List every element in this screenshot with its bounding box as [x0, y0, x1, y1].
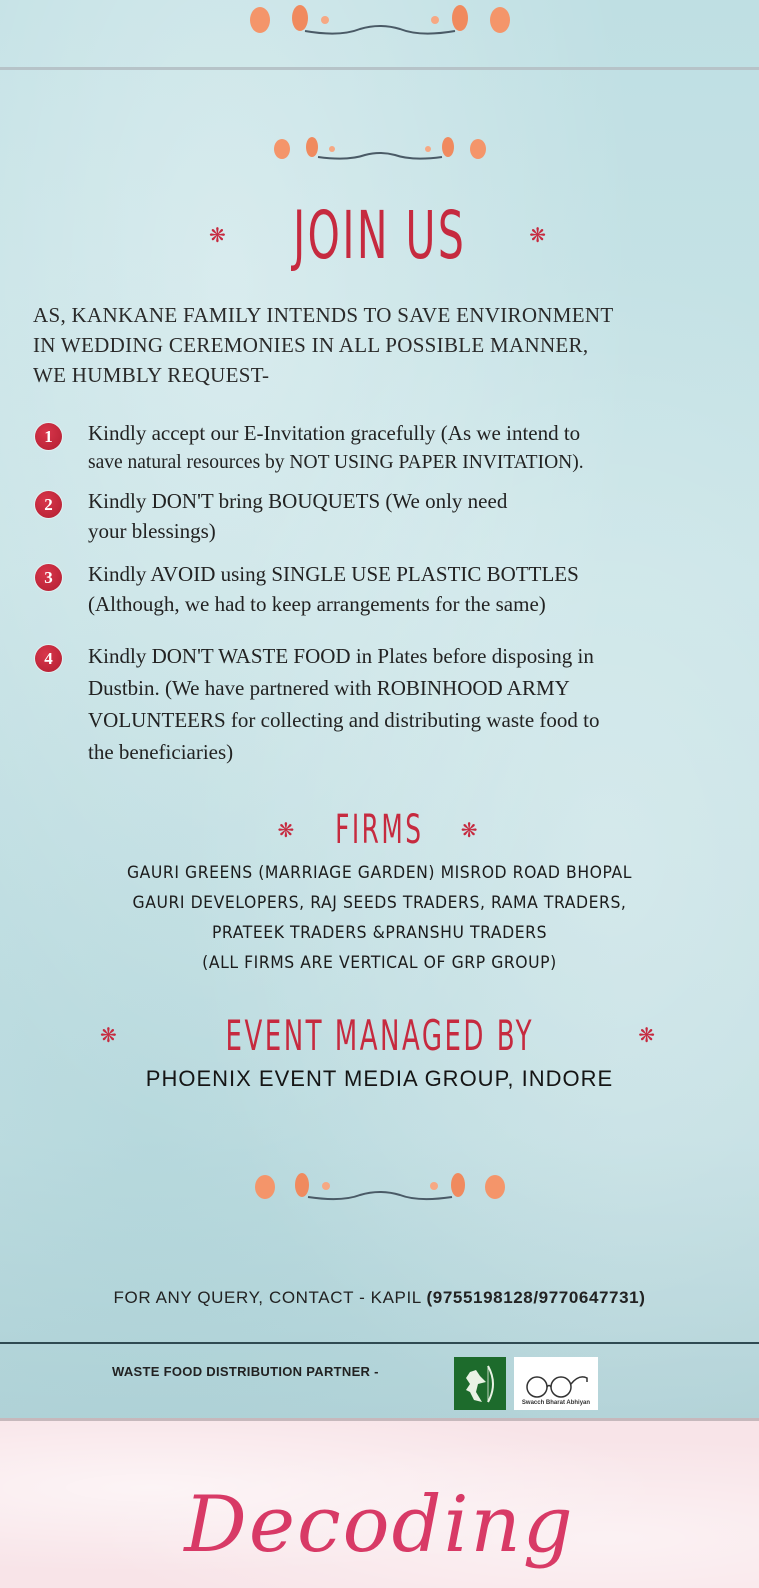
event-managed-heading [0, 1012, 759, 1058]
request-text [88, 418, 584, 478]
fleuron-ornament-icon: ❋ [209, 223, 230, 247]
request-line: VOLUNTEERS for collecting and distributing waste food to [88, 708, 600, 732]
intro-line: IN WEDDING CEREMONIES IN ALL POSSIBLE MANNER, [33, 333, 589, 357]
event-manager-name: PHOENIX EVENT MEDIA GROUP, INDORE [145, 1066, 614, 1091]
request-item-1 [35, 418, 735, 478]
request-line: (Although, we had to keep arrangements for the same) [88, 592, 546, 616]
request-line: Dustbin. (We have partnered with ROBINHOOD ARMY [88, 676, 570, 700]
floral-divider-icon [265, 130, 495, 170]
fleuron-ornament-icon: ❋ [99, 1023, 121, 1047]
firm-line: GAURI GREENS (MARRIAGE GARDEN) MISROD ROAD BHOPAL [126, 863, 633, 883]
intro-line: WE HUMBLY REQUEST- [33, 363, 270, 387]
decoding-title: Decoding [184, 1480, 575, 1570]
number-badge-icon: 1 [35, 423, 62, 450]
swachh-bharat-logo [514, 1357, 598, 1410]
number-badge-icon: 4 [35, 645, 62, 672]
request-line: the beneficiaries) [88, 740, 234, 764]
event-managed-title: EVENT MANAGED BY [225, 1010, 534, 1060]
firms-list [0, 858, 759, 978]
request-line: Kindly accept our E-Invitation gracefully (As we intend to [88, 421, 581, 445]
contact-phone-numbers[interactable]: (9755198128/9770647731) [426, 1288, 646, 1307]
request-line: Kindly DON'T WASTE FOOD in Plates before disposing in [88, 644, 594, 668]
firm-line: GAURI DEVELOPERS, RAJ SEEDS TRADERS, RAMA TRADERS, [132, 893, 627, 913]
number-badge-icon: 3 [35, 564, 62, 591]
join-us-heading [0, 196, 759, 274]
request-line: Kindly AVOID using SINGLE USE PLASTIC BOTTLES [88, 562, 579, 586]
robin-hood-army-logo [454, 1357, 506, 1410]
section-divider [0, 1342, 759, 1344]
request-text [88, 486, 507, 546]
firms-title: FIRMS [335, 807, 424, 853]
intro-paragraph [33, 300, 733, 390]
number-badge-icon: 2 [35, 491, 62, 518]
fleuron-ornament-icon: ❋ [529, 223, 550, 247]
firm-line: PRATEEK TRADERS &PRANSHU TRADERS [211, 923, 548, 943]
firms-heading [0, 808, 759, 852]
join-us-title: JOIN US [292, 196, 467, 274]
floral-divider-icon [240, 1168, 520, 1208]
contact-prefix: FOR ANY QUERY, CONTACT - KAPIL [113, 1288, 427, 1307]
fleuron-ornament-icon: ❋ [638, 1023, 660, 1047]
section-divider [0, 67, 759, 70]
request-line: your blessings) [88, 519, 216, 543]
firm-line: (ALL FIRMS ARE VERTICAL OF GRP GROUP) [202, 953, 557, 973]
partner-label: WASTE FOOD DISTRIBUTION PARTNER - [112, 1364, 379, 1379]
request-text [88, 640, 600, 768]
request-item-4 [35, 640, 735, 768]
request-item-3 [35, 559, 735, 619]
swachh-caption: Swacch Bharat Abhiyan [521, 1400, 591, 1406]
fleuron-ornament-icon: ❋ [460, 818, 482, 842]
fleuron-ornament-icon: ❋ [277, 818, 299, 842]
request-text [88, 559, 579, 619]
contact-line [0, 1288, 759, 1308]
floral-divider-top-icon [240, 2, 520, 42]
request-item-2 [35, 486, 735, 546]
request-line: save natural resources by NOT USING PAPER INVITATION). [88, 452, 584, 473]
request-line: Kindly DON'T bring BOUQUETS (We only need [88, 489, 508, 513]
intro-line: AS, KANKANE FAMILY INTENDS TO SAVE ENVIRONMENT [33, 303, 614, 327]
